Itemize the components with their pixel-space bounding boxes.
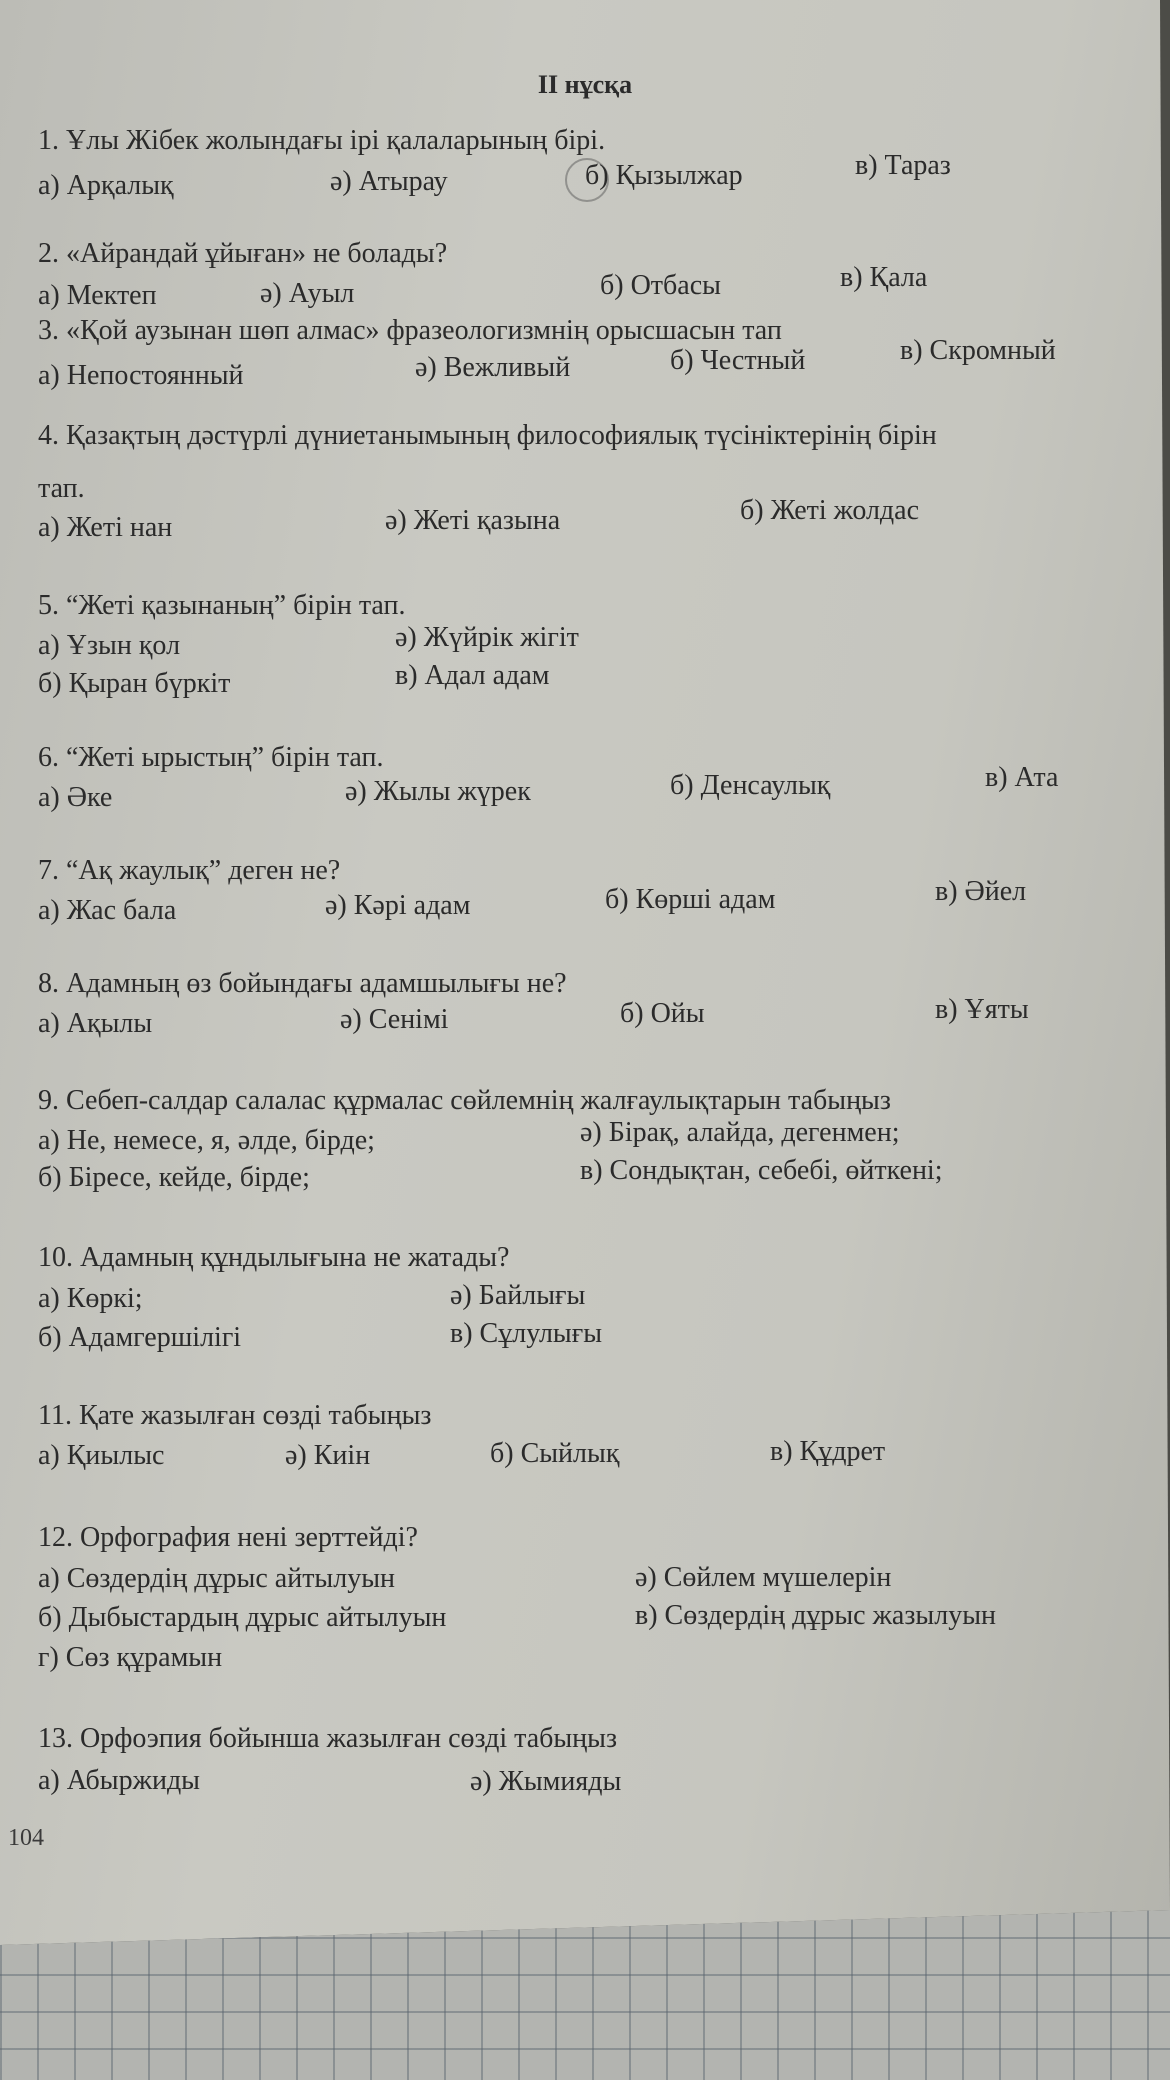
q3-option-ae: ә) Вежливый [415, 352, 571, 383]
q12-option-b: б) Дыбыстардың дұрыс айтылуын [38, 1602, 447, 1633]
page-number: 104 [8, 1825, 44, 1851]
q12-option-a: а) Сөздердің дұрыс айтылуын [38, 1563, 396, 1594]
question-12: 12. Орфография нені зерттейді? [38, 1522, 418, 1553]
q9-option-b: б) Біресе, кейде, бірде; [38, 1162, 310, 1193]
q13-option-a: а) Абыржиды [38, 1765, 200, 1796]
q11-option-v: в) Құдрет [770, 1436, 886, 1467]
question-9: 9. Себеп-салдар салалас құрмалас сөйлемнің жалғаулықтарын табыңыз [38, 1085, 891, 1116]
q6-option-b: б) Денсаулық [670, 770, 831, 801]
question-11: 11. Қате жазылған сөзді табыңыз [38, 1400, 432, 1431]
question-6: 6. “Жеті ырыстың” бірін тап. [38, 742, 384, 773]
q8-option-ae: ә) Сенімі [340, 1004, 449, 1035]
q13-option-ae: ә) Жымияды [470, 1766, 622, 1797]
q4-option-b: б) Жеті жолдас [740, 495, 920, 526]
q12-option-v: в) Сөздердің дұрыс жазылуын [635, 1600, 996, 1631]
q2-option-a: а) Мектеп [38, 280, 157, 311]
q3-option-b: б) Честный [670, 345, 806, 376]
q8-option-b: б) Ойы [620, 998, 705, 1029]
question-7: 7. “Ақ жаулық” деген не? [38, 855, 341, 886]
variant-title: II нұсқа [537, 70, 633, 99]
question-8: 8. Адамның өз бойындағы адамшылығы не? [38, 968, 567, 999]
q7-option-v: в) Әйел [935, 876, 1027, 907]
q12-option-ae: ә) Сөйлем мүшелерін [635, 1562, 892, 1593]
question-3: 3. «Қой аузынан шөп алмас» фразеологизмнің орысшасын тап [38, 315, 782, 346]
q11-option-a: а) Қиылыс [38, 1440, 165, 1471]
question-4-continued: тап. [38, 473, 85, 504]
q4-option-ae: ә) Жеті қазына [385, 505, 561, 536]
q11-option-ae: ә) Киін [285, 1440, 371, 1471]
q3-option-a: а) Непостоянный [38, 360, 244, 391]
q8-option-v: в) Ұяты [935, 994, 1029, 1025]
q2-option-b: б) Отбасы [600, 270, 721, 301]
q1-option-b: б) Қызылжар [585, 160, 743, 191]
q1-option-a: а) Арқалық [38, 170, 174, 201]
q3-option-v: в) Скромный [900, 335, 1056, 366]
q6-option-a: а) Әке [38, 782, 113, 813]
q7-option-b: б) Көрші адам [605, 884, 776, 915]
q10-option-b: б) Адамгершілігі [38, 1322, 242, 1353]
q7-option-a: а) Жас бала [38, 895, 177, 926]
q10-option-v: в) Сұлулығы [450, 1318, 603, 1349]
q2-option-v: в) Қала [840, 262, 928, 293]
q9-option-a: а) Не, немесе, я, әлде, бірде; [38, 1125, 375, 1156]
q2-option-ae: ә) Ауыл [260, 278, 355, 309]
q10-option-a: а) Көркі; [38, 1283, 143, 1314]
q6-option-v: в) Ата [985, 762, 1059, 793]
q9-option-ae: ә) Бірақ, алайда, дегенмен; [580, 1117, 900, 1148]
q11-option-b: б) Сыйлық [490, 1438, 620, 1469]
q5-option-ae: ә) Жүйрік жігіт [395, 622, 579, 653]
q9-option-v: в) Сондықтан, себебі, өйткені; [580, 1155, 943, 1186]
q7-option-ae: ә) Кәрі адам [325, 890, 471, 921]
question-1: 1. Ұлы Жібек жолындағы ірі қалаларының бірі. [38, 125, 606, 156]
question-2: 2. «Айрандай ұйыған» не болады? [38, 238, 448, 269]
q5-option-v: в) Адал адам [395, 660, 550, 691]
q1-option-ae: ә) Атырау [330, 166, 448, 197]
question-10: 10. Адамның құндылығына не жатады? [38, 1242, 510, 1273]
q6-option-ae: ә) Жылы жүрек [345, 776, 531, 807]
q5-option-b: б) Қыран бүркіт [38, 668, 231, 699]
q10-option-ae: ә) Байлығы [450, 1280, 586, 1311]
question-13: 13. Орфоэпия бойынша жазылған сөзді табыңыз [38, 1723, 618, 1754]
question-5: 5. “Жеті қазынаның” бірін тап. [38, 590, 406, 621]
q1-option-v: в) Тараз [855, 150, 951, 181]
question-4: 4. Қазақтың дәстүрлі дүниетанымының философиялық түсініктерінің бірін [38, 420, 937, 451]
q12-option-g: г) Сөз құрамын [38, 1642, 223, 1673]
q5-option-a: а) Ұзын қол [38, 630, 181, 661]
q4-option-a: а) Жеті нан [38, 512, 173, 543]
q8-option-a: а) Ақылы [38, 1008, 153, 1039]
